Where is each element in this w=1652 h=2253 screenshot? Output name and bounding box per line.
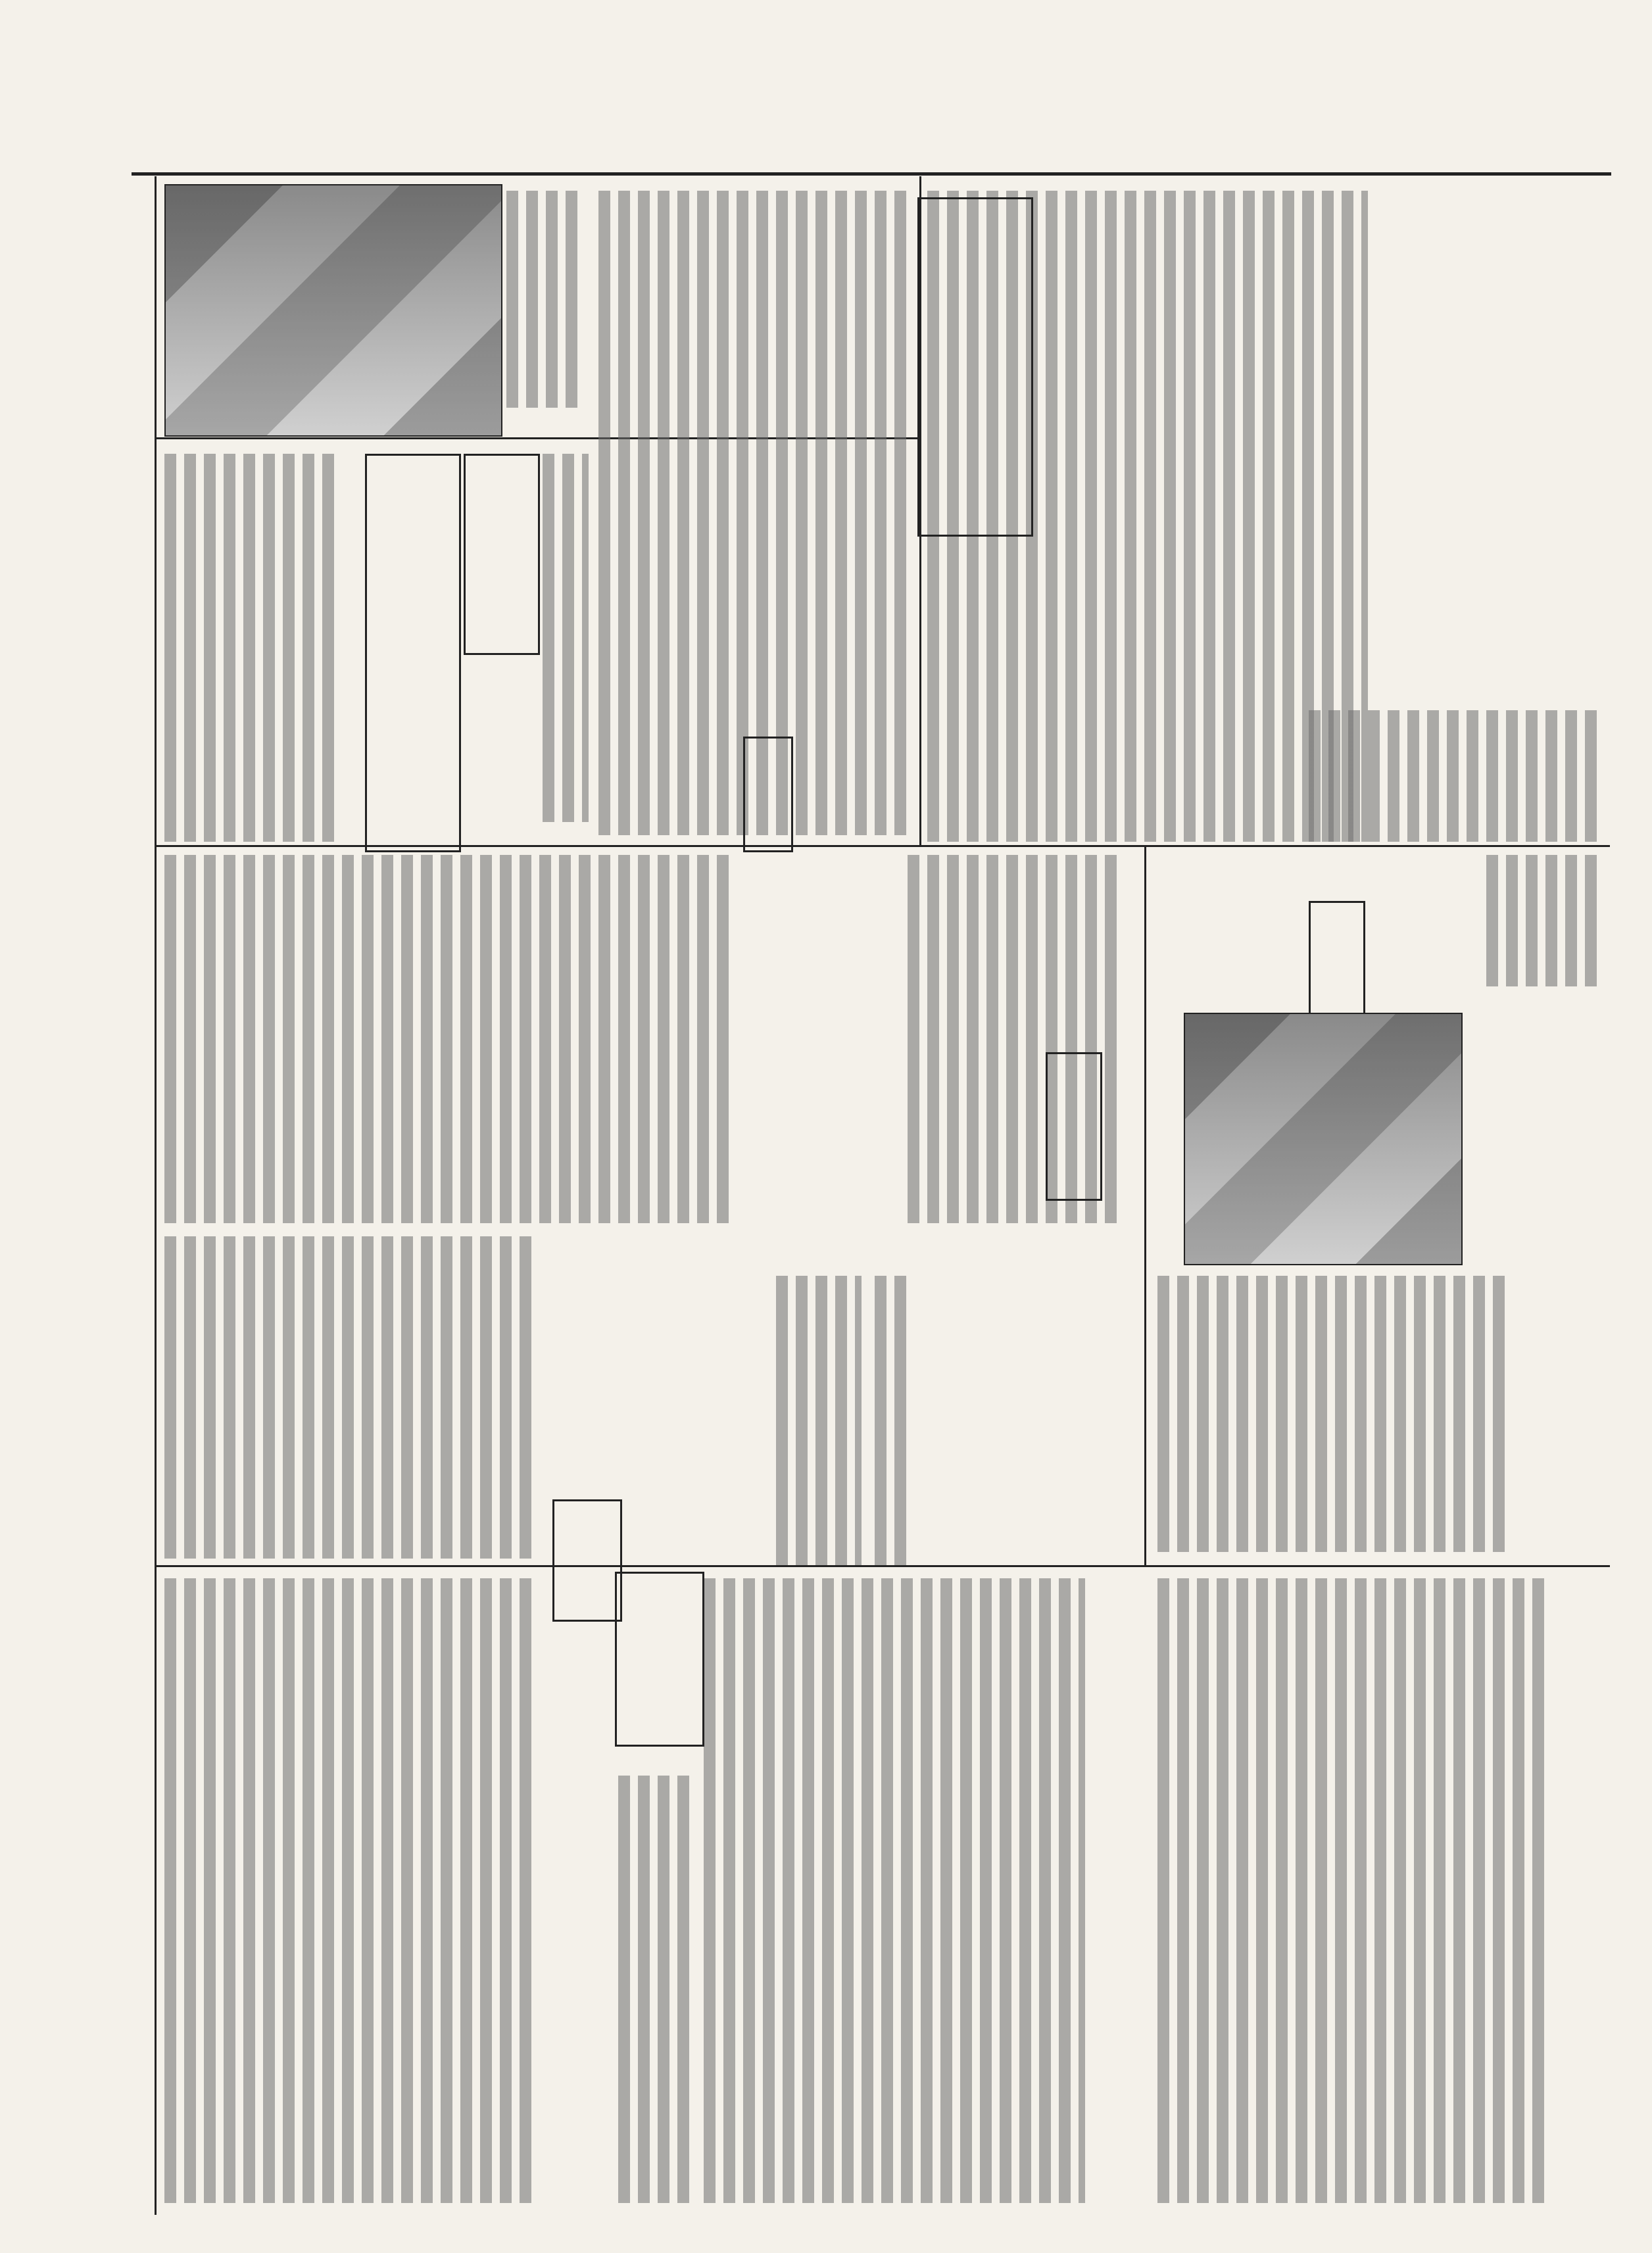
article-box — [1309, 901, 1365, 1017]
article-body — [164, 855, 730, 1223]
article-box — [365, 454, 461, 852]
article-body — [704, 1578, 1085, 2203]
article-body — [1309, 710, 1605, 842]
law-body — [1157, 1276, 1513, 1552]
article-body — [164, 1578, 539, 2203]
article-box — [552, 1499, 622, 1622]
divider — [1144, 845, 1146, 1565]
article-body — [543, 454, 589, 822]
masthead — [39, 118, 1611, 171]
article-body — [164, 1236, 539, 1559]
article-box — [615, 1572, 704, 1747]
news-photo — [1184, 1013, 1463, 1265]
article-box — [743, 737, 793, 852]
article-body — [1486, 855, 1605, 986]
law-body — [1157, 1578, 1545, 2203]
divider — [157, 1565, 1610, 1567]
article-box — [917, 197, 1033, 537]
article-box — [1046, 1052, 1102, 1201]
article-body — [618, 1776, 697, 2203]
photo-caption — [506, 191, 585, 408]
news-photo — [164, 184, 502, 437]
article-box — [464, 454, 540, 655]
article-body — [776, 1276, 862, 1565]
article-body — [875, 1276, 908, 1565]
masthead-rule — [132, 172, 1611, 176]
divider — [155, 176, 157, 2215]
article-body — [164, 454, 342, 842]
